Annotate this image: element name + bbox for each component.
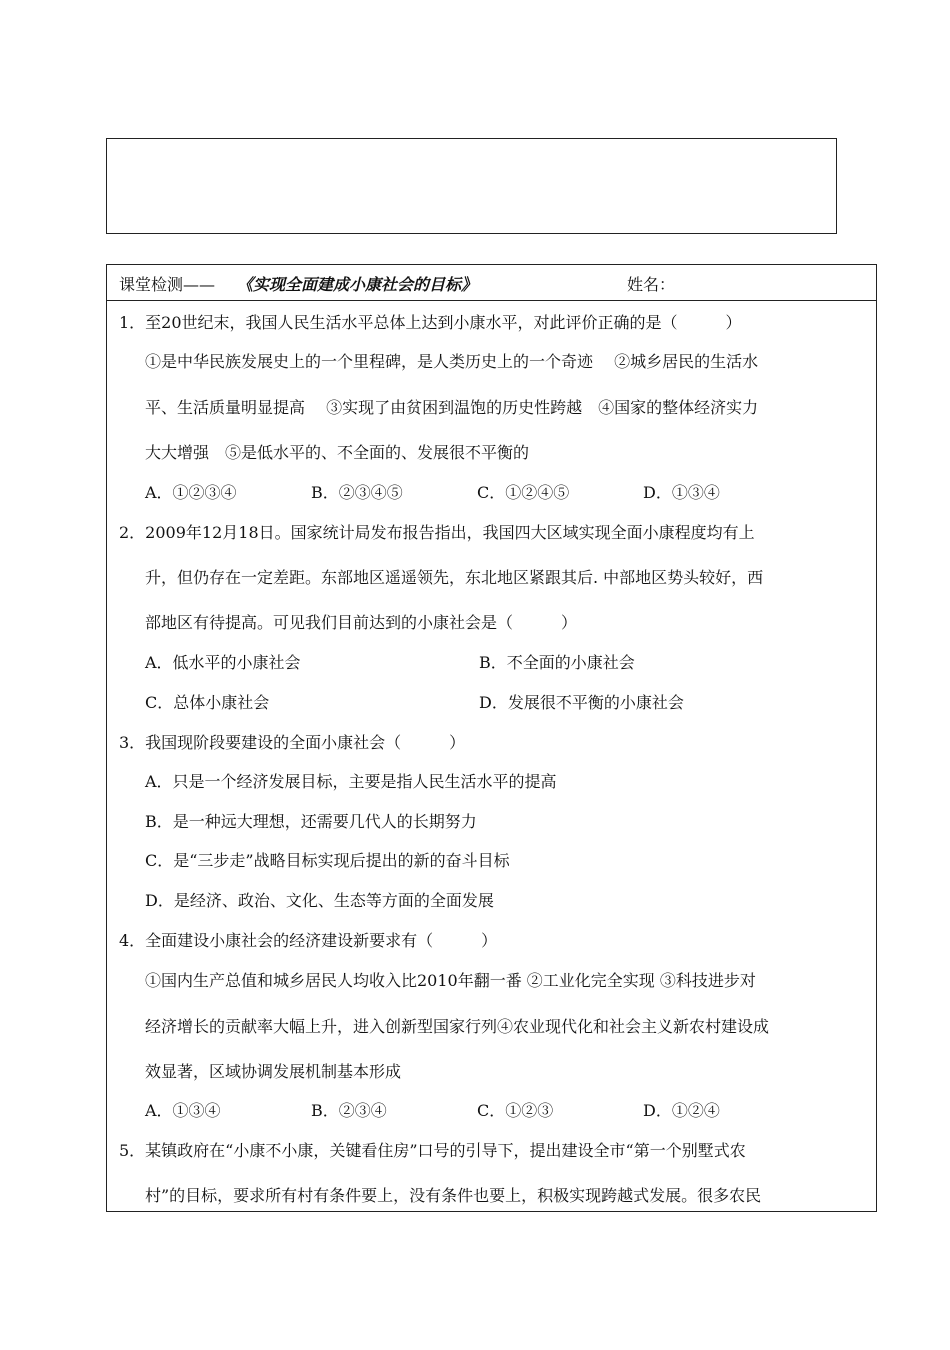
q2-line: 升，但仍存在一定差距。东部地区遥遥领先，东北地区紧跟其后. 中部地区势头较好，西 (145, 568, 764, 587)
q1-line: ①是中华民族发展史上的一个里程碑，是人类历史上的一个奇迹 ②城乡居民的生活水 (145, 352, 759, 371)
q1-option-a: A．①②③④ (145, 483, 237, 502)
q3-option-a: A．只是一个经济发展目标，主要是指人民生活水平的提高 (145, 772, 557, 791)
q5-stem: 5．某镇政府在“小康不小康，关键看住房”口号的引导下，提出建设全市“第一个别墅式农 (119, 1141, 746, 1160)
q4-option-a: A．①③④ (145, 1101, 221, 1120)
q2-option-a: A．低水平的小康社会 (145, 653, 301, 672)
q3-option-c: C．是“三步走”战略目标实现后提出的新的奋斗目标 (145, 851, 510, 870)
q3-option-d: D．是经济、政治、文化、生态等方面的全面发展 (145, 891, 494, 910)
q1-line: 平、生活质量明显提高 ③实现了由贫困到温饱的历史性跨越 ④国家的整体经济实力 (145, 398, 759, 417)
blank-box (106, 138, 837, 234)
q3-stem: 3．我国现阶段要建设的全面小康社会（ ） (119, 733, 466, 752)
q2-option-c: C．总体小康社会 (145, 693, 270, 712)
q4-line: 效显著，区域协调发展机制基本形成 (145, 1062, 402, 1081)
quiz-sheet (106, 264, 877, 1212)
q4-stem: 4．全面建设小康社会的经济建设新要求有（ ） (119, 931, 498, 950)
q1-line: 大大增强 ⑤是低水平的、不全面的、发展很不平衡的 (145, 443, 530, 462)
q2-stem: 2．2009年12月18日。国家统计局发布报告指出，我国四大区域实现全面小康程度均有上 (119, 523, 755, 542)
q4-option-c: C．①②③ (477, 1101, 554, 1120)
q3-option-b: B．是一种远大理想，还需要几代人的长期努力 (145, 812, 477, 831)
q4-line: 经济增长的贡献率大幅上升，进入创新型国家行列④农业现代化和社会主义新农村建设成 (145, 1017, 770, 1036)
q1-option-d: D．①③④ (643, 483, 720, 502)
name-label: 姓名： (627, 275, 676, 294)
q4-option-b: B．②③④ (311, 1101, 387, 1120)
q2-line: 部地区有待提高。可见我们目前达到的小康社会是（ ） (145, 613, 578, 632)
q1-stem: 1．至20世纪末，我国人民生活水平总体上达到小康水平，对此评价正确的是（ ） (119, 313, 742, 332)
q1-option-c: C．①②④⑤ (477, 483, 570, 502)
q2-option-b: B．不全面的小康社会 (479, 653, 635, 672)
q5-line: 村”的目标，要求所有村有条件要上，没有条件也要上，积极实现跨越式发展。很多农民 (145, 1186, 762, 1205)
q4-line: ①国内生产总值和城乡居民人均收入比2010年翻一番 ②工业化完全实现 ③科技进步对 (145, 971, 756, 990)
section-label: 课堂检测—— (119, 275, 216, 294)
q2-option-d: D．发展很不平衡的小康社会 (479, 693, 684, 712)
lesson-title: 《实现全面建成小康社会的目标》 (237, 275, 478, 294)
q1-option-b: B．②③④⑤ (311, 483, 403, 502)
q4-option-d: D．①②④ (643, 1101, 720, 1120)
quiz-header (107, 265, 876, 301)
